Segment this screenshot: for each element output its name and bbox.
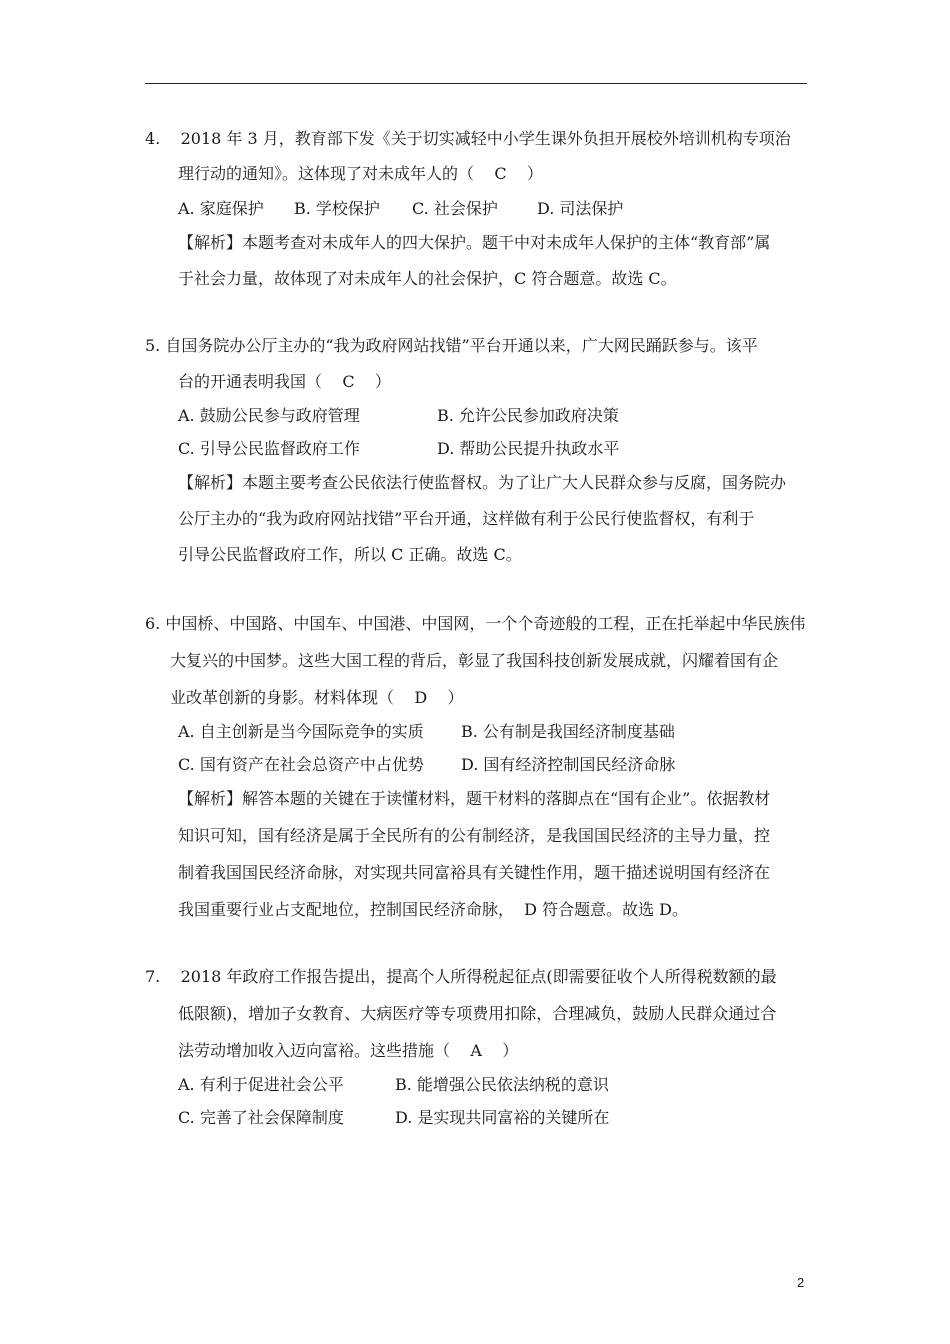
question-stem: 4. 2018 年 3 月，教育部下发《关于切实减轻中小学生课外负担开展校外培训机构专项治 [145, 129, 791, 148]
question-stem: 大复兴的中国梦。这些大国工程的背后，彰显了我国科技创新发展成就，闪耀着国有企 [170, 651, 779, 670]
option-d: D. 帮助公民提升执政水平 [437, 439, 620, 458]
option-d: D. 司法保护 [537, 199, 624, 218]
explanation: 引导公民监督政府工作，所以 C 正确。故选 C。 [178, 545, 522, 564]
option-a: A. 有利于促进社会公平 [178, 1075, 344, 1094]
question-stem: 台的开通表明我国（ C ） [178, 372, 391, 391]
question-stem: 理行动的通知》。这体现了对未成年人的（ C ） [178, 164, 543, 183]
explanation: 我国重要行业占支配地位，控制国民经济命脉， D 符合题意。故选 D。 [178, 900, 689, 919]
option-a: A. 鼓励公民参与政府管理 [178, 406, 360, 425]
explanation: 【解析】本题主要考查公民依法行使监督权。为了让广大人民群众参与反腐，国务院办 [178, 473, 787, 492]
question-stem: 7. 2018 年政府工作报告提出，提高个人所得税起征点(即需要征收个人所得税数额的最 [145, 967, 777, 986]
header-rule [145, 83, 807, 84]
option-a: A. 家庭保护 [178, 199, 264, 218]
explanation: 公厅主办的“我为政府网站找错”平台开通，这样做有利于公民行使监督权，有利于 [178, 509, 755, 528]
option-c: C. 国有资产在社会总资产中占优势 [178, 755, 424, 774]
explanation: 于社会力量，故体现了对未成年人的社会保护，C 符合题意。故选 C。 [178, 269, 677, 288]
question-stem: 业改革创新的身影。材料体现（ D ） [170, 688, 464, 707]
option-a: A. 自主创新是当今国际竞争的实质 [178, 722, 424, 741]
question-stem: 法劳动增加收入迈向富裕。这些措施（ A ） [178, 1041, 519, 1060]
option-b: B. 公有制是我国经济制度基础 [461, 722, 675, 741]
explanation: 【解析】解答本题的关键在于读懂材料，题干材料的落脚点在“国有企业”。依据教材 [178, 789, 771, 808]
explanation: 【解析】本题考查对未成年人的四大保护。题干中对未成年人保护的主体“教育部”属 [178, 233, 771, 252]
question-stem: 5. 自国务院办公厅主办的“我为政府网站找错”平台开通以来，广大网民踊跃参与。该平 [145, 336, 758, 355]
option-c: C. 引导公民监督政府工作 [178, 439, 360, 458]
page-number: 2 [797, 1275, 805, 1290]
option-d: D. 国有经济控制国民经济命脉 [461, 755, 676, 774]
explanation: 制着我国国民经济命脉，对实现共同富裕具有关键性作用，题干描述说明国有经济在 [178, 863, 771, 882]
option-b: B. 能增强公民依法纳税的意识 [395, 1075, 609, 1094]
option-d: D. 是实现共同富裕的关键所在 [395, 1108, 610, 1127]
option-c: C. 社会保护 [412, 199, 498, 218]
question-stem: 低限额)，增加子女教育、大病医疗等专项费用扣除，合理减负，鼓励人民群众通过合 [178, 1004, 777, 1023]
question-stem: 6. 中国桥、中国路、中国车、中国港、中国网，一个个奇迹般的工程，正在托举起中华民族伟 [145, 614, 806, 633]
option-b: B. 允许公民参加政府决策 [437, 406, 619, 425]
option-c: C. 完善了社会保障制度 [178, 1108, 344, 1127]
option-b: B. 学校保护 [294, 199, 380, 218]
explanation: 知识可知，国有经济是属于全民所有的公有制经济，是我国国民经济的主导力量，控 [178, 826, 771, 845]
